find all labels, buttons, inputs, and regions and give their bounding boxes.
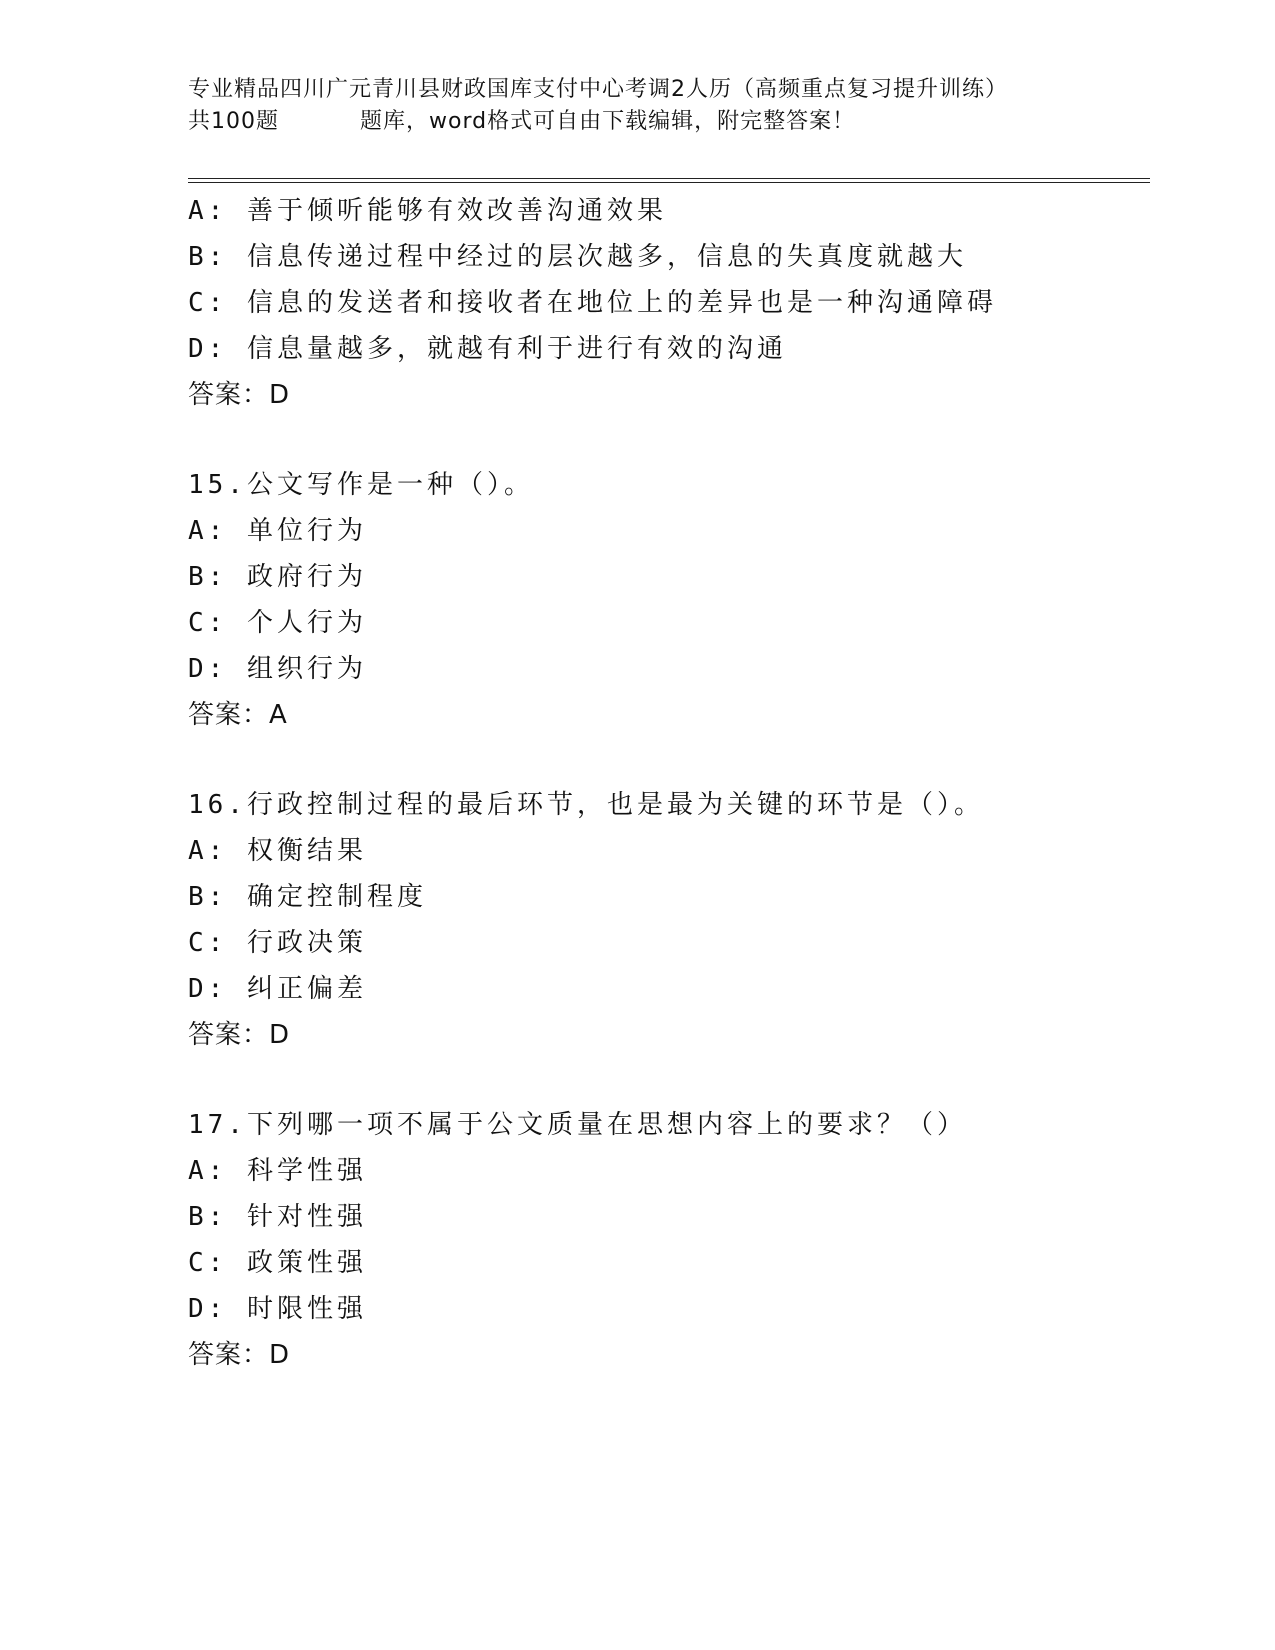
option-b: B: 政府行为 xyxy=(188,562,367,592)
question-text: 16.行政控制过程的最后环节，也是最为关键的环节是（）。 xyxy=(188,790,984,820)
option-b: B: 针对性强 xyxy=(188,1202,367,1232)
question-14-tail xyxy=(188,188,1148,418)
document-header xyxy=(188,74,1148,138)
option-c: C: 行政决策 xyxy=(188,928,367,958)
option-d: D: 纠正偏差 xyxy=(188,974,367,1004)
option-a: A: 单位行为 xyxy=(188,516,367,546)
answer: 答案：D xyxy=(188,1340,291,1370)
question-16 xyxy=(188,782,1148,1058)
answer: 答案：D xyxy=(188,1020,291,1050)
option-c: C: 政策性强 xyxy=(188,1248,367,1278)
option-a: A: 善于倾听能够有效改善沟通效果 xyxy=(188,196,667,226)
option-c: C: 信息的发送者和接收者在地位上的差异也是一种沟通障碍 xyxy=(188,288,997,318)
header-divider-top xyxy=(188,178,1150,179)
option-d: D: 组织行为 xyxy=(188,654,367,684)
option-a: A: 权衡结果 xyxy=(188,836,367,866)
option-d: D: 时限性强 xyxy=(188,1294,367,1324)
answer: 答案：D xyxy=(188,380,291,410)
header-title: 专业精品四川广元青川县财政国库支付中心考调2人历（高频重点复习提升训练） xyxy=(188,77,1008,102)
header-description: 题库，word格式可自由下载编辑，附完整答案！ xyxy=(360,109,856,134)
question-15 xyxy=(188,462,1148,738)
question-text: 17.下列哪一项不属于公文质量在思想内容上的要求？（） xyxy=(188,1110,967,1140)
question-text: 15.公文写作是一种（）。 xyxy=(188,470,534,500)
option-c: C: 个人行为 xyxy=(188,608,367,638)
header-subtitle xyxy=(188,106,1148,138)
question-count: 共100题 xyxy=(188,109,279,134)
option-d: D: 信息量越多，就越有利于进行有效的沟通 xyxy=(188,334,787,364)
question-17 xyxy=(188,1102,1148,1378)
header-divider-bottom xyxy=(188,182,1150,183)
answer: 答案：A xyxy=(188,700,288,730)
option-a: A: 科学性强 xyxy=(188,1156,367,1186)
question-list xyxy=(188,188,1148,1378)
option-b: B: 信息传递过程中经过的层次越多，信息的失真度就越大 xyxy=(188,242,967,272)
option-b: B: 确定控制程度 xyxy=(188,882,427,912)
